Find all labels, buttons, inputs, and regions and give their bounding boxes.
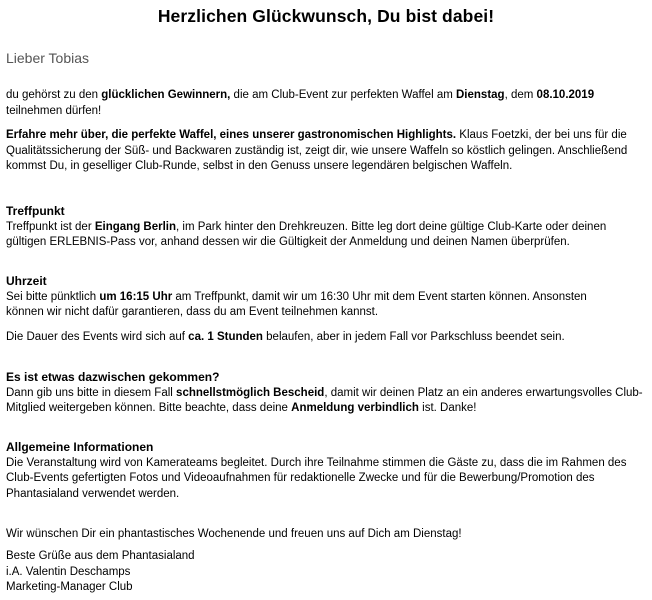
time-text-5: belaufen, aber in jedem Fall vor Parkschluss beendet sein. [262, 330, 565, 343]
signature [6, 549, 648, 596]
cancel-text-4: ist. Danke! [418, 402, 477, 414]
signature-line-1: Beste Grüße aus dem Phantasialand [6, 550, 195, 562]
about-bold: Erfahre mehr über, die perfekte Waffel, eines unserer gastronomischen Highlights. [6, 129, 457, 141]
intro-text-4: teilnehmen dürfen! [6, 104, 102, 117]
intro-bold-date: 08.10.2019 [536, 89, 595, 101]
cancel-bold-notice: schnellstmöglich Bescheid [176, 386, 325, 399]
time-heading: Uhrzeit [6, 274, 47, 288]
cancel-text-3: Mitglied weitergeben können. Bitte beachte, dass deine [6, 402, 292, 414]
time-text-2: am Treffpunkt, damit wir um 16:30 Uhr mit dem Event starten können. Ansonsten [172, 290, 587, 303]
meeting-text-3: gültigen ERLEBNIS-Pass vor, anhand dessen wir die Gültigkeit der Anmeldung und deinen Namen überprüfen. [6, 236, 570, 248]
meeting-section [6, 204, 648, 251]
time-text-4: Die Dauer des Events wird sich auf [6, 330, 189, 343]
closing-line: Wir wünschen Dir ein phantastisches Wochenende und freuen uns auf Dich am Dienstag! [6, 528, 462, 540]
time-text-1: Sei bitte pünktlich [6, 290, 100, 303]
general-text-3: Phantasialand verwendet werden. [6, 487, 180, 500]
cancel-text-1: Dann gib uns bitte in diesem Fall [6, 386, 177, 399]
cancel-bold-binding: Anmeldung verbindlich [291, 402, 419, 414]
cancel-heading: Es ist etwas dazwischen gekommen? [6, 370, 220, 384]
intro-bold-winners: glücklichen Gewinnern, [101, 89, 231, 101]
about-paragraph [6, 128, 648, 175]
meeting-text-2: , im Park hinter den Drehkreuzen. Bitte leg dort deine gültige Club-Karte oder deinen [176, 220, 607, 233]
time-section [6, 274, 648, 345]
general-text-1: Die Veranstaltung wird von Kamerateams begleitet. Durch ihre Teilnahme stimmen die Gäste zu, dass die im Rahmen des [6, 456, 627, 469]
general-heading: Allgemeine Informationen [6, 440, 154, 454]
page-title: Herzlichen Glückwunsch, Du bist dabei! [157, 6, 495, 26]
meeting-text-1: Treffpunkt ist der [6, 220, 95, 233]
intro-text-3: , dem [504, 89, 537, 101]
about-text-2: Qualitätssicherung der Süß- und Backwaren zuständig ist, zeigt dir, wie unsere Waffeln so köstlich gelingen. Anschließend [6, 144, 628, 157]
signature-line-3: Marketing-Manager Club [6, 581, 133, 593]
cancel-text-2: , damit wir deinen Platz an ein anderes erwartungsvolles Club- [324, 386, 643, 399]
time-text-3: können wir nicht dafür garantieren, dass du am Event teilnehmen kannst. [6, 306, 379, 318]
meeting-bold-entrance: Eingang Berlin [94, 220, 177, 233]
signature-line-2: i.A. Valentin Deschamps [6, 565, 131, 578]
meeting-heading: Treffpunkt [6, 204, 65, 218]
time-bold-time: um 16:15 Uhr [99, 290, 173, 303]
intro-bold-day: Dienstag [456, 89, 505, 101]
intro-paragraph [6, 88, 648, 119]
intro-text-2: die am Club-Event zur perfekten Waffel am [230, 89, 456, 101]
about-text-3: kommst Du, in geselliger Club-Runde, selbst in den Genuss unsere legendären belgischen Waffeln. [6, 160, 513, 172]
time-bold-duration: ca. 1 Stunden [188, 330, 263, 343]
intro-text-1: du gehörst zu den [6, 89, 102, 101]
greeting: Lieber Tobias [6, 50, 90, 66]
about-text-1: Klaus Foetzki, der bei uns für die [456, 129, 627, 141]
general-text-2: Club-Events gefertigten Fotos und Videoaufnahmen für redaktionelle Zwecke und für die Bewerbung/Promotion des [6, 472, 595, 484]
cancel-section [6, 370, 648, 417]
general-section [6, 440, 648, 502]
